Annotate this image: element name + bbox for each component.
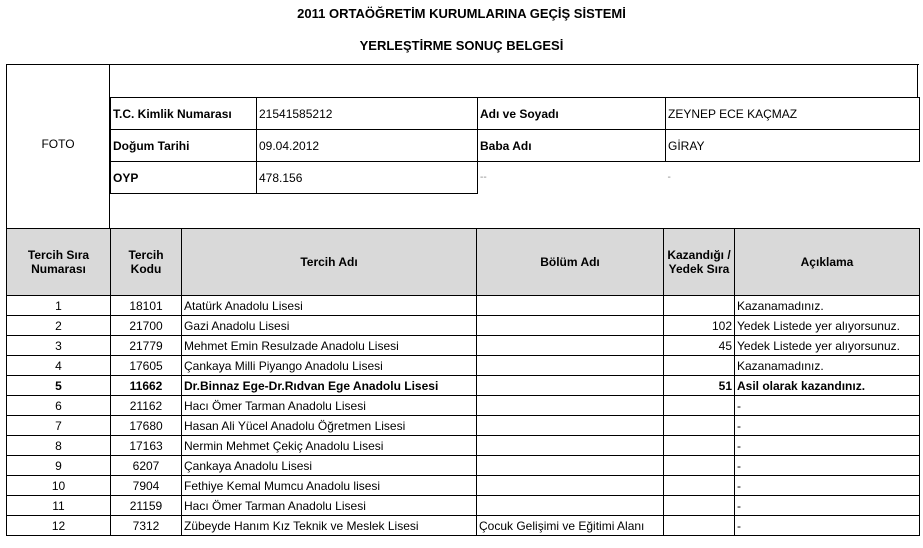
row-kazandigi	[664, 456, 735, 476]
table-row	[7, 456, 920, 476]
row-bolum-adi	[477, 416, 664, 436]
row-kod: 17163	[111, 436, 182, 456]
table-row	[7, 416, 920, 436]
row-kod: 18101	[111, 296, 182, 316]
row-kod: 21779	[111, 336, 182, 356]
row-sira: 7	[7, 416, 111, 436]
row-bolum-adi	[477, 336, 664, 356]
row-aciklama: -	[735, 516, 920, 536]
row-aciklama: -	[735, 396, 920, 416]
row-bolum-adi	[477, 356, 664, 376]
row-kazandigi	[664, 516, 735, 536]
table-row	[7, 516, 920, 536]
row-sira: 8	[7, 436, 111, 456]
oyp-value: 478.156	[257, 162, 478, 194]
row-kazandigi	[664, 356, 735, 376]
header-border	[109, 64, 919, 65]
row-kod: 17680	[111, 416, 182, 436]
col-header-kod: Tercih Kodu	[111, 229, 182, 296]
col-header-ad: Tercih Adı	[182, 229, 477, 296]
row-aciklama: -	[735, 436, 920, 456]
table-row	[7, 396, 920, 416]
row-sira: 12	[7, 516, 111, 536]
row-tercih-adi: Hacı Ömer Tarman Anadolu Lisesi	[182, 396, 477, 416]
student-info-table	[110, 97, 920, 194]
row-kazandigi	[664, 396, 735, 416]
row-aciklama: Yedek Listede yer alıyorsunuz.	[735, 316, 920, 336]
row-bolum-adi	[477, 296, 664, 316]
row-kazandigi: 45	[664, 336, 735, 356]
row-kazandigi	[664, 496, 735, 516]
row-bolum-adi	[477, 496, 664, 516]
table-row	[7, 296, 920, 316]
row-aciklama: -	[735, 416, 920, 436]
row-sira: 11	[7, 496, 111, 516]
col-header-kazandigi: Kazandığı / Yedek Sıra	[664, 229, 735, 296]
row-aciklama: Asil olarak kazandınız.	[735, 376, 920, 396]
row-sira: 3	[7, 336, 111, 356]
row-tercih-adi: Hacı Ömer Tarman Anadolu Lisesi	[182, 496, 477, 516]
row-kod: 21159	[111, 496, 182, 516]
row-kod: 7312	[111, 516, 182, 536]
row-sira: 2	[7, 316, 111, 336]
extra-dash-1: --	[480, 172, 487, 184]
table-row	[7, 496, 920, 516]
row-kazandigi	[664, 476, 735, 496]
birth-label: Doğum Tarihi	[111, 130, 257, 162]
row-aciklama: Yedek Listede yer alıyorsunuz.	[735, 336, 920, 356]
birth-value: 09.04.2012	[257, 130, 478, 162]
row-sira: 4	[7, 356, 111, 376]
row-aciklama: -	[735, 456, 920, 476]
name-label: Adı ve Soyadı	[478, 98, 666, 130]
row-bolum-adi	[477, 456, 664, 476]
row-kod: 17605	[111, 356, 182, 376]
row-kod: 11662	[111, 376, 182, 396]
oyp-label: OYP	[111, 162, 257, 194]
row-sira: 9	[7, 456, 111, 476]
photo-label: FOTO	[41, 137, 75, 151]
row-aciklama: -	[735, 496, 920, 516]
col-header-aciklama: Açıklama	[735, 229, 920, 296]
table-row	[7, 336, 920, 356]
row-tercih-adi: Atatürk Anadolu Lisesi	[182, 296, 477, 316]
row-sira: 10	[7, 476, 111, 496]
col-header-sira: Tercih Sıra Numarası	[7, 229, 111, 296]
row-sira: 1	[7, 296, 111, 316]
row-kazandigi	[664, 296, 735, 316]
photo-box	[6, 64, 110, 229]
row-tercih-adi: Mehmet Emin Resulzade Anadolu Lisesi	[182, 336, 477, 356]
row-sira: 6	[7, 396, 111, 416]
row-sira: 5	[7, 376, 111, 396]
row-kod: 21700	[111, 316, 182, 336]
row-bolum-adi	[477, 316, 664, 336]
row-bolum-adi	[477, 376, 664, 396]
father-value: GİRAY	[666, 130, 920, 162]
row-aciklama: Kazanamadınız.	[735, 356, 920, 376]
row-tercih-adi: Zübeyde Hanım Kız Teknik ve Meslek Lisesi	[182, 516, 477, 536]
tc-label: T.C. Kimlik Numarası	[111, 98, 257, 130]
row-tercih-adi: Nermin Mehmet Çekiç Anadolu Lisesi	[182, 436, 477, 456]
extra-dash-2: -	[667, 172, 671, 184]
row-tercih-adi: Çankaya Anadolu Lisesi	[182, 456, 477, 476]
tc-value: 21541585212	[257, 98, 478, 130]
row-bolum-adi	[477, 476, 664, 496]
row-bolum-adi: Çocuk Gelişimi ve Eğitimi Alanı	[477, 516, 664, 536]
row-kod: 7904	[111, 476, 182, 496]
row-kazandigi	[664, 436, 735, 456]
row-kod: 21162	[111, 396, 182, 416]
document-subtitle: YERLEŞTİRME SONUÇ BELGESİ	[359, 38, 564, 53]
table-row	[7, 356, 920, 376]
row-kazandigi	[664, 416, 735, 436]
preferences-table	[6, 228, 920, 536]
table-row	[7, 316, 920, 336]
header-right-border	[917, 64, 919, 98]
table-row	[7, 436, 920, 456]
row-kod: 6207	[111, 456, 182, 476]
row-bolum-adi	[477, 436, 664, 456]
table-row	[7, 376, 920, 396]
name-value: ZEYNEP ECE KAÇMAZ	[666, 98, 920, 130]
col-header-bolum: Bölüm Adı	[477, 229, 664, 296]
row-tercih-adi: Fethiye Kemal Mumcu Anadolu lisesi	[182, 476, 477, 496]
row-kazandigi: 102	[664, 316, 735, 336]
row-tercih-adi: Hasan Ali Yücel Anadolu Öğretmen Lisesi	[182, 416, 477, 436]
row-tercih-adi: Dr.Binnaz Ege-Dr.Rıdvan Ege Anadolu Lisesi	[182, 376, 477, 396]
row-bolum-adi	[477, 396, 664, 416]
row-aciklama: Kazanamadınız.	[735, 296, 920, 316]
table-row	[7, 476, 920, 496]
row-tercih-adi: Gazi Anadolu Lisesi	[182, 316, 477, 336]
father-label: Baba Adı	[478, 130, 666, 162]
row-kazandigi: 51	[664, 376, 735, 396]
row-tercih-adi: Çankaya Milli Piyango Anadolu Lisesi	[182, 356, 477, 376]
document-title: 2011 ORTAÖĞRETİM KURUMLARINA GEÇİŞ SİSTEMİ	[297, 6, 626, 21]
row-aciklama: -	[735, 476, 920, 496]
